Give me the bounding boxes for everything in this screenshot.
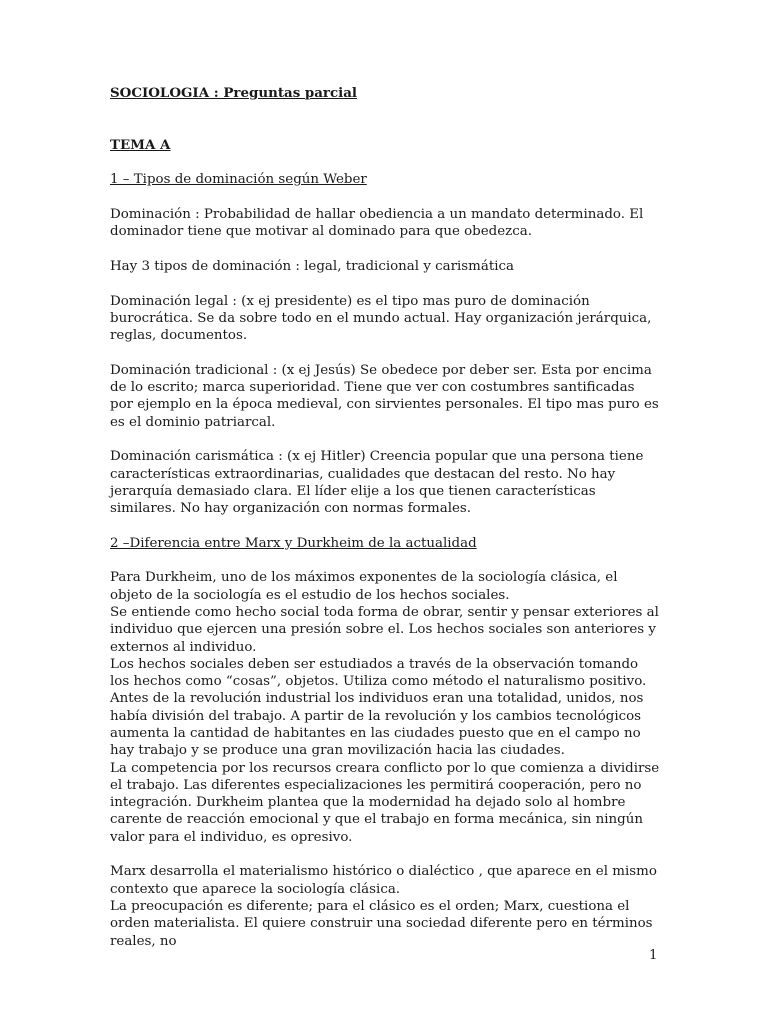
- paragraph: Dominación legal : (x ej presidente) es el tipo mas puro de dominación burocrática. Se da sobre todo en el mundo actual. Hay organización jerárquica, reglas, documentos.: [110, 293, 652, 344]
- paragraph: Marx desarrolla el materialismo histórico o dialéctico , que aparece en el mismo contexto que aparece la sociología clásica.: [110, 864, 657, 897]
- paragraph: Dominación : Probabilidad de hallar obediencia a un mandato determinado. El dominador tiene que motivar al dominado para que obedezca.: [110, 207, 644, 240]
- paragraph: Dominación tradicional : (x ej Jesús) Se obedece por deber ser. Esta por encima de lo escrito; marca superioridad. Tiene que ver con costumbres santificadas por ejemplo en la época medieval, con sirvientes personales. El tipo mas puro es es el dominio patriarcal.: [110, 362, 659, 430]
- page-number: 1: [649, 948, 658, 963]
- document-title: SOCIOLOGIA : Preguntas parcial: [110, 85, 357, 101]
- paragraph: Se entiende como hecho social toda forma de obrar, sentir y pensar exteriores al individuo que ejercen una presión sobre el. Los hechos sociales son anteriores y externos al individuo.: [110, 604, 659, 655]
- paragraph: Los hechos sociales deben ser estudiados a través de la observación tomando los hechos como “cosas”, objetos. Utiliza como método el naturalismo positivo.: [110, 656, 647, 690]
- document-page: [110, 85, 660, 950]
- question-1-heading: 1 – Tipos de dominación según Weber: [110, 172, 367, 188]
- paragraph: Para Durkheim, uno de los máximos exponentes de la sociología clásica, el objeto de la sociología es el estudio de los hechos sociales.: [110, 570, 618, 603]
- section-heading: TEMA A: [110, 136, 171, 153]
- question-2-heading: 2 –Diferencia entre Marx y Durkheim de la actualidad: [110, 535, 477, 551]
- paragraph: Dominación carismática : (x ej Hitler) Creencia popular que una persona tiene características extraordinarias, cualidades que destacan del resto. No hay jerarquía demasiado clara. El líder elije a los que tienen características similares. No hay organización con normas formales.: [110, 449, 644, 517]
- paragraph: Antes de la revolución industrial los individuos eran una totalidad, unidos, nos había división del trabajo. A partir de la revolución y los cambios tecnológicos aumenta la cantidad de habitantes en las ciudades puesto que en el campo no hay trabajo y se produce una gran movilización hacia las ciudades.: [110, 691, 644, 759]
- paragraph: La preocupación es diferente; para el clásico es el orden; Marx, cuestiona el orden materialista. El quiere construir una sociedad diferente pero en términos reales, no: [110, 898, 653, 949]
- paragraph: La competencia por los recursos creara conflicto por lo que comienza a dividirse el trabajo. Las diferentes especializaciones les permitirá cooperación, pero no integración. Durkheim plantea que la modernidad ha dejado solo al hombre carente de reacción emocional y que el trabajo en forma mecánica, sin ningún valor para el individuo, es opresivo.: [110, 760, 660, 845]
- paragraph: Hay 3 tipos de dominación : legal, tradicional y carismática: [110, 258, 515, 274]
